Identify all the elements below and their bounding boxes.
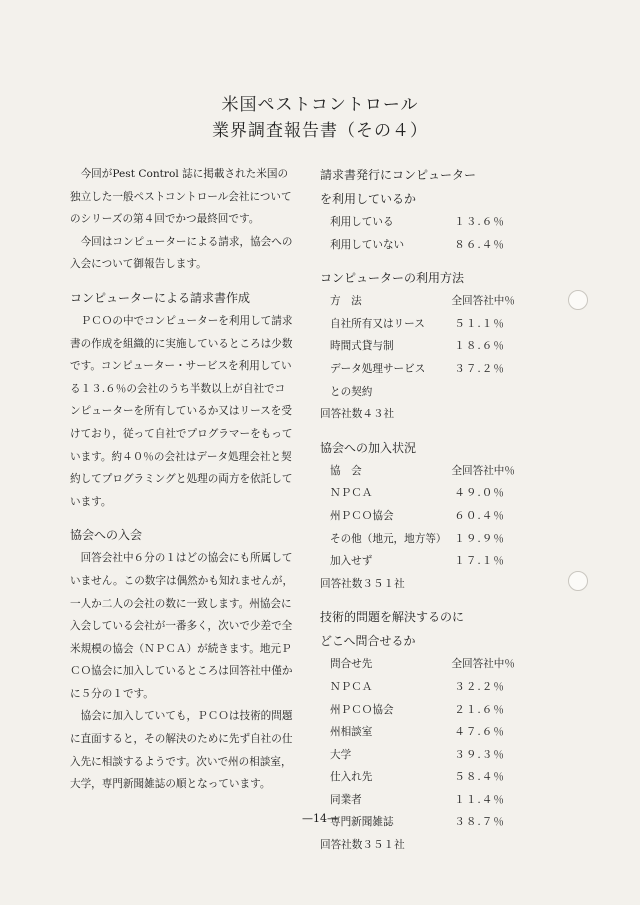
billing-heading-2: を利用しているか: [320, 192, 417, 206]
section-heading-billing: コンピューターによる請求書作成: [70, 290, 251, 305]
billing-paragraph: ＰＣＯの中でコンピューターを利用して請求書の作成を組織的に実施しているところは少数です。コンピューター・サービスを利用している１３.６％の会社のうち半数以上が自社でコンピューターを所有しているか又はリースを受けており，従って自社でプログラマーをもっています。約４０％の会社はデータ処理会社と契約してプログラミングと処理の両方を依託しています。: [70, 314, 293, 508]
table-row: 時間式貸与制 １８.６％: [330, 340, 505, 353]
table-row: との契約: [330, 385, 373, 398]
page-title: [150, 92, 490, 144]
table-row: 利用していない ８６.４％: [330, 238, 505, 251]
table-row: 州ＰＣＯ協会 ２１.６％: [330, 703, 505, 716]
table-header: 問合せ先 全回答社中％: [330, 658, 515, 671]
association-paragraph-2: 協会に加入していても，ＰＣＯは技術的問題に直面すると，その解決のために先ず自社の仕入先に相談するようです。次いで州の相談室，大学，専門新聞雑誌の順となっています。: [70, 710, 293, 791]
table-row: 加入せず １７.１％: [330, 555, 505, 568]
binder-hole-bottom: [568, 571, 588, 591]
table-row: 専門新聞雑誌 ３８.７％: [330, 816, 505, 829]
table-row: ＮＰＣＡ ４９.０％: [330, 487, 505, 500]
intro-paragraph-1: 今回がPest Control 誌に掲載された米国の独立した一般ペストコントロール会社についてのシリーズの第４回でかつ最終回です。: [70, 168, 292, 226]
table-row: その他（地元，地方等） １９.９％: [330, 532, 505, 545]
consult-heading-1: 技術的問題を解決するのに: [320, 610, 465, 625]
association-total: 回答社数３５１社: [320, 577, 405, 590]
consult-heading-2: どこへ問合せるか: [320, 634, 416, 649]
binder-hole-top: [568, 290, 588, 310]
table-header: 方 法 全回答社中％: [330, 295, 515, 308]
right-column: [320, 163, 535, 857]
association-paragraph-1: 回答会社中６分の１はどの協会にも所属していません。この数字は偶然かも知れませんが，一人か二人の会社の数に一致します。州協会に入会している会社が一番多く，次いで少差で全米規模の協会（ＮＰＣＡ）が続きます。地元ＰＣＯ協会に加入しているところは回答社中僅かに５分の１です。: [70, 552, 294, 700]
billing-table: [320, 163, 535, 256]
table-row: 州ＰＣＯ協会 ６０.４％: [330, 509, 505, 522]
table-row: 利用している １３.６％: [330, 216, 505, 228]
title-line-1: 米国ペストコントロール: [221, 95, 419, 115]
method-table: [320, 266, 535, 426]
title-line-2: 業界調査報告書（その４）: [212, 121, 428, 141]
intro-paragraph-2: 今回はコンピューターによる請求，協会への入会について御報告します。: [70, 235, 293, 271]
section-heading-association: 協会への入会: [70, 528, 143, 543]
table-row: データ処理サービス ３７.２％: [330, 362, 505, 375]
consult-total: 回答社数３５１社: [320, 839, 405, 852]
method-heading: コンピューターの利用方法: [320, 271, 465, 286]
association-heading: 協会への加入状況: [320, 440, 417, 455]
table-header: 協 会 全回答社中％: [330, 464, 515, 477]
table-row: 州相談室 ４７.６％: [330, 726, 505, 739]
left-column: [70, 163, 295, 796]
method-total: 回答社数４３社: [320, 408, 395, 421]
table-row: 同業者 １１.４％: [330, 793, 505, 806]
table-row: 大学 ３９.３％: [330, 748, 505, 761]
table-row: ＮＰＣＡ ３２.２％: [330, 680, 505, 693]
table-row: 仕入れ先 ５８.４％: [330, 771, 505, 784]
page-number: —14—: [302, 812, 338, 825]
association-table: [320, 436, 535, 596]
billing-heading-1: 請求書発行にコンピューター: [320, 168, 477, 182]
table-row: 自社所有又はリース ５１.１％: [330, 317, 505, 330]
